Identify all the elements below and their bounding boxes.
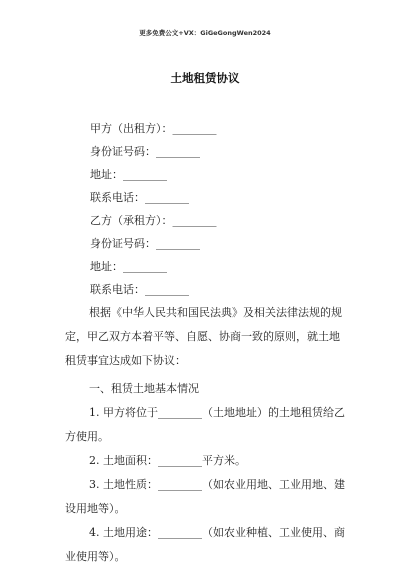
intro-paragraph [65, 306, 350, 368]
lessee-name-field: 乙方（承租方）：________ [90, 214, 217, 227]
clause-4-line-1: 4. 土地用途：________（如农业种植、工业使用、商 [89, 526, 345, 539]
clause-1-line-1: 1. 甲方将位于________（土地地址）的土地租赁给乙 [89, 406, 345, 419]
clause-1 [65, 406, 350, 444]
lessor-id-field: 身份证号码：________ [90, 145, 200, 158]
clause-4-line-2: 业使用等）。 [65, 550, 126, 563]
lessor-name-field: 甲方（出租方）：________ [90, 122, 217, 135]
intro-line-2: 定，甲乙双方本着平等、自愿、协商一致的原则，就土地 [65, 330, 340, 343]
intro-line-3: 租赁事宜达成如下协议： [65, 354, 186, 367]
clause-3-line-1: 3. 土地性质：________（如农业用地、工业用地、建 [89, 478, 345, 491]
intro-line-1: 根据《中华人民共和国民法典》及相关法律法规的规 [89, 306, 342, 319]
section-heading [65, 382, 350, 396]
header-watermark-note: 更多免费公文+VX：GiGeGongWen2024 [139, 29, 271, 37]
lessor-address-field: 地址：________ [90, 168, 167, 181]
section-1-heading: 一、租赁土地基本情况 [89, 382, 199, 395]
lessee-id-field: 身份证号码：________ [90, 237, 200, 250]
clause-2-line-1: 2. 土地面积：________平方米。 [89, 454, 246, 467]
clause-3-line-2: 设用地等）。 [65, 502, 126, 515]
document-title: 土地租赁协议 [170, 71, 240, 85]
clause-4 [65, 526, 350, 564]
lessee-phone-field: 联系电话：________ [90, 283, 189, 296]
clause-1-line-2: 方使用。 [65, 430, 109, 443]
clause-2 [65, 454, 350, 468]
clause-3 [65, 478, 350, 516]
lessor-phone-field: 联系电话：________ [90, 191, 189, 204]
lessee-address-field: 地址：________ [90, 260, 167, 273]
